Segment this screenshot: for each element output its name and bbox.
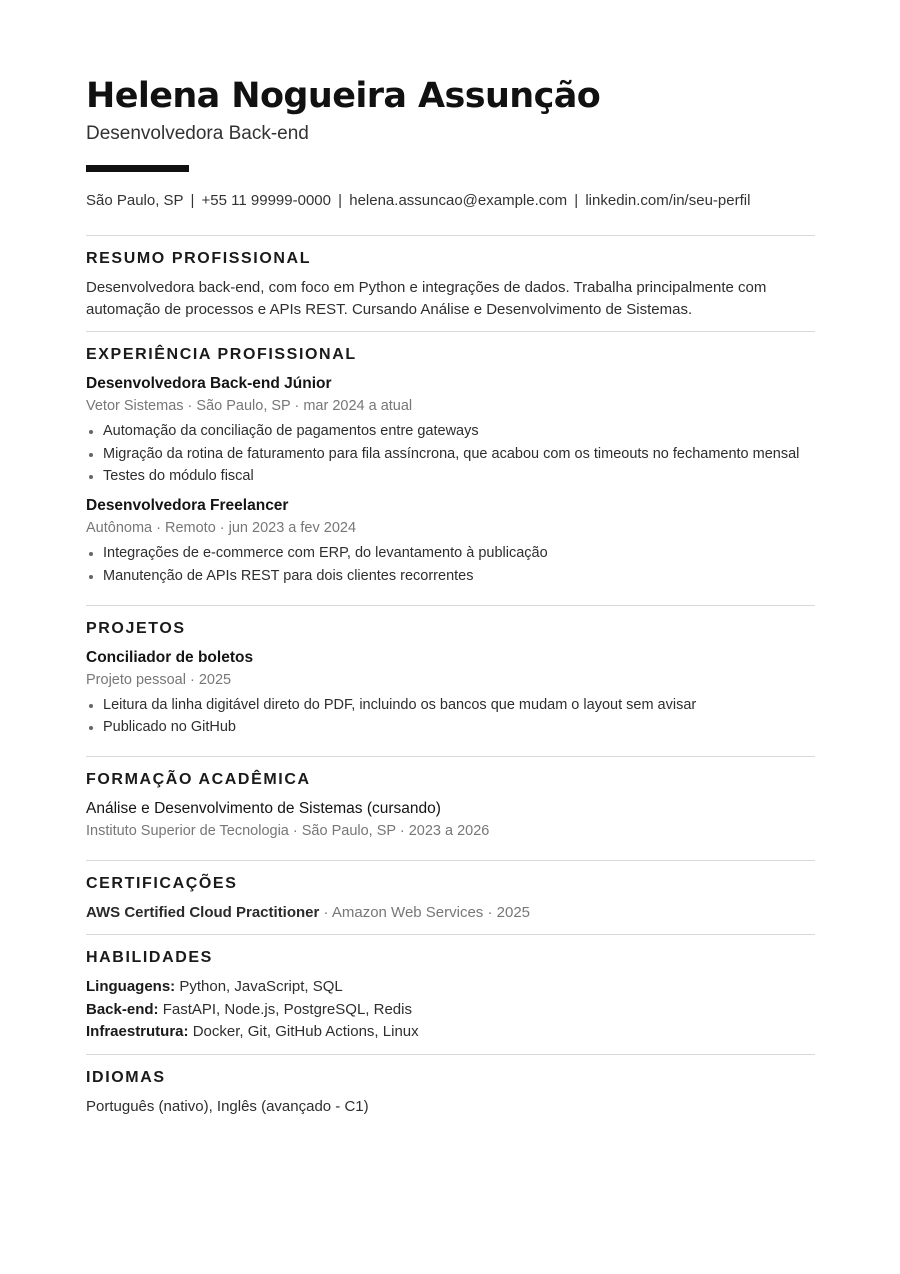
- project-meta: Projeto pessoal · 2025: [86, 671, 232, 688]
- section-title-languages: IDIOMAS: [86, 1068, 166, 1086]
- experience-bullets: [86, 421, 815, 486]
- contact-email: helena.assuncao@example.com: [349, 192, 568, 209]
- bullet-item: • Publicado no GitHub: [103, 717, 815, 737]
- skill-value: Python, JavaScript, SQL: [175, 978, 343, 995]
- experience-bullets: [86, 543, 815, 586]
- education-course: Análise e Desenvolvimento de Sistemas (cursando): [86, 800, 441, 817]
- bullet-item: • Migração da rotina de faturamento para fila assíncrona, que acabou com os timeouts no fechamento mensal: [103, 444, 815, 464]
- bullet-item: • Automação da conciliação de pagamentos entre gateways: [103, 421, 815, 441]
- section-title-projects: PROJETOS: [86, 619, 186, 637]
- skill-line: [86, 1021, 815, 1044]
- contact-separator: |: [574, 192, 579, 209]
- experience-meta: Autônoma · Remoto · jun 2023 a fev 2024: [86, 520, 357, 536]
- education-meta: Instituto Superior de Tecnologia · São Paulo, SP · 2023 a 2026: [86, 823, 490, 839]
- bullet-item: • Testes do módulo fiscal: [103, 466, 815, 486]
- section-title-skills: HABILIDADES: [86, 949, 213, 966]
- contact-linkedin: linkedin.com/in/seu-perfil: [585, 192, 751, 209]
- contact-separator: |: [190, 192, 195, 209]
- section-skills: [86, 934, 815, 1054]
- experience-meta: Vetor Sistemas · São Paulo, SP · mar 2024 a atual: [86, 398, 413, 414]
- languages-text: Português (nativo), Inglês (avançado - C1): [86, 1097, 369, 1115]
- skill-line: [86, 976, 815, 999]
- certification-line: [86, 902, 815, 924]
- skill-value: FastAPI, Node.js, PostgreSQL, Redis: [158, 1000, 412, 1018]
- experience-role: Desenvolvedora Freelancer: [86, 497, 289, 514]
- experience-entry: [86, 495, 815, 586]
- skill-label: Linguagens:: [86, 978, 176, 995]
- project-entry: [86, 647, 815, 738]
- section-certifications: [86, 860, 815, 934]
- section-title-certifications: CERTIFICAÇÕES: [86, 875, 238, 892]
- skill-label: Back-end:: [86, 1000, 159, 1018]
- section-experience: [86, 331, 815, 605]
- skill-value: Docker, Git, GitHub Actions, Linux: [188, 1023, 419, 1040]
- accent-divider: [86, 165, 189, 172]
- section-education: [86, 756, 815, 860]
- summary-text: Desenvolvedora back-end, com foco em Python e integrações de dados. Trabalha principalmente com automação de processos e APIs REST. Cursando Análise e Desenvolvimento de Sistemas.: [86, 279, 767, 318]
- project-name: Conciliador de boletos: [86, 648, 254, 666]
- bullet-item: • Manutenção de APIs REST para dois clientes recorrentes: [103, 566, 815, 586]
- section-summary: [86, 235, 815, 331]
- experience-entry: [86, 373, 815, 486]
- bullet-item: • Integrações de e-commerce com ERP, do levantamento à publicação: [103, 543, 815, 563]
- bullet-item: • Leitura da linha digitável direto do PDF, incluindo os bancos que mudam o layout sem avisar: [103, 695, 815, 715]
- contact-separator: |: [338, 192, 343, 209]
- section-languages: [86, 1054, 815, 1128]
- education-entry: [86, 798, 815, 841]
- section-title-summary: RESUMO PROFISSIONAL: [86, 250, 312, 267]
- contact-line: [86, 191, 815, 211]
- project-bullets: [86, 695, 815, 738]
- candidate-name: Helena Nogueira Assunção: [86, 76, 601, 116]
- section-title-experience: EXPERIÊNCIA PROFISSIONAL: [86, 346, 357, 363]
- contact-location: São Paulo, SP: [86, 192, 184, 209]
- candidate-role: Desenvolvedora Back-end: [86, 123, 309, 144]
- skill-label: Infraestrutura:: [86, 1023, 189, 1040]
- section-projects: [86, 605, 815, 757]
- skill-line: [86, 999, 815, 1022]
- experience-role: Desenvolvedora Back-end Júnior: [86, 375, 332, 392]
- contact-phone: +55 11 99999-0000: [201, 192, 331, 209]
- certification-details: · Amazon Web Services · 2025: [319, 904, 531, 921]
- certification-name: AWS Certified Cloud Practitioner: [86, 904, 320, 921]
- section-title-education: FORMAÇÃO ACADÊMICA: [86, 771, 311, 788]
